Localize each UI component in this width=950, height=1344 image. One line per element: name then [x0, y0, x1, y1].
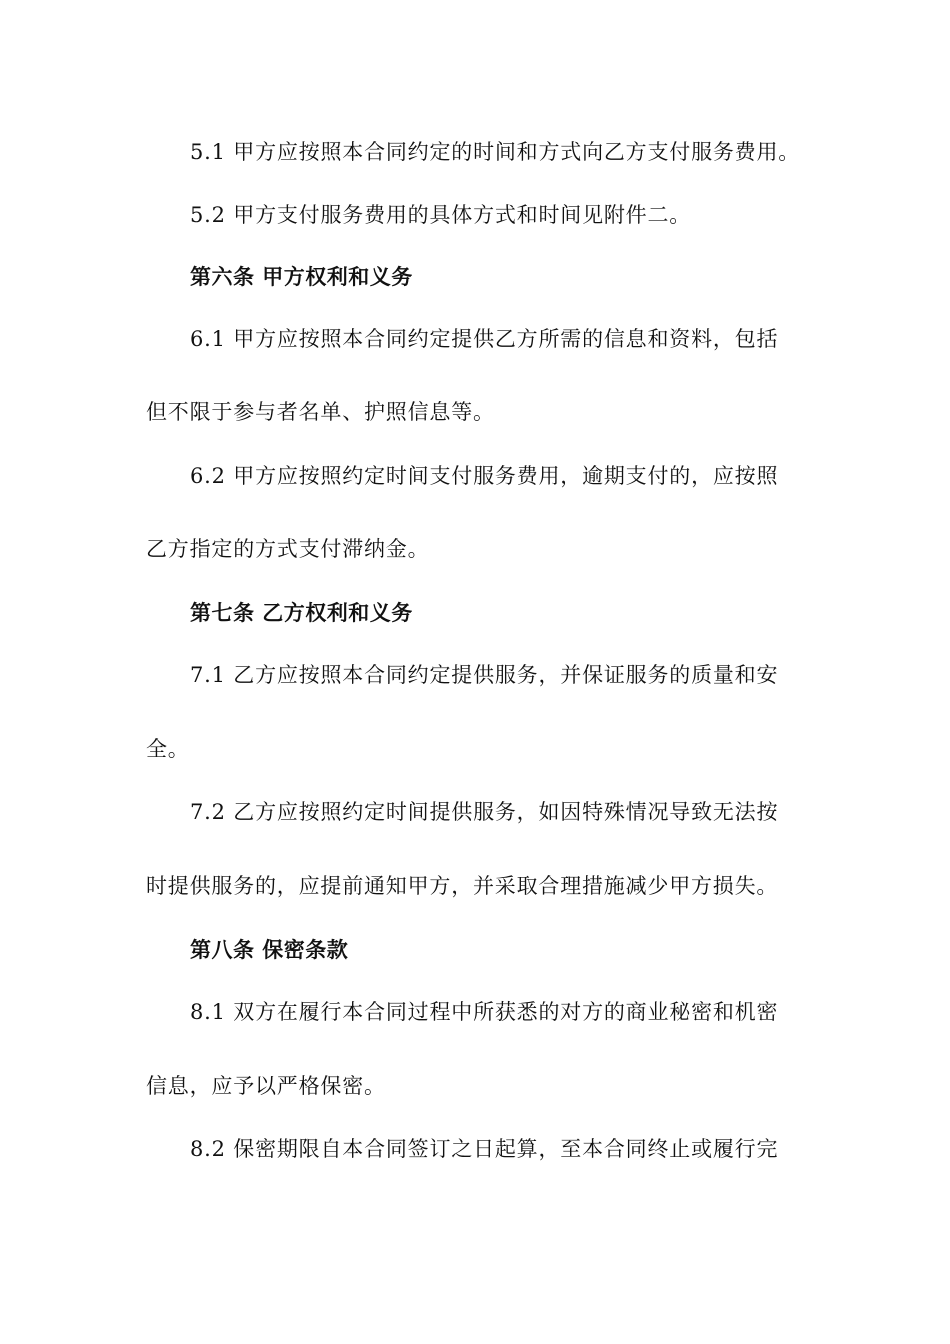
paragraph-6-1-line-1: 6.1 甲方应按照本合同约定提供乙方所需的信息和资料，包括: [190, 327, 779, 351]
paragraph-8-2-line-1: 8.2 保密期限自本合同签订之日起算，至本合同终止或履行完: [190, 1137, 779, 1161]
clause-7-heading: 第七条 乙方权利和义务: [190, 601, 413, 625]
clause-8-heading: 第八条 保密条款: [190, 938, 349, 962]
paragraph-6-1-line-2: 但不限于参与者名单、护照信息等。: [146, 400, 495, 424]
paragraph-7-1-line-1: 7.1 乙方应按照本合同约定提供服务，并保证服务的质量和安: [190, 663, 779, 687]
paragraph-6-2-line-1: 6.2 甲方应按照约定时间支付服务费用，逾期支付的，应按照: [190, 464, 779, 488]
clause-6-heading: 第六条 甲方权利和义务: [190, 265, 413, 289]
paragraph-8-1-line-2: 信息，应予以严格保密。: [146, 1074, 386, 1098]
paragraph-8-1-line-1: 8.1 双方在履行本合同过程中所获悉的对方的商业秘密和机密: [190, 1000, 779, 1024]
paragraph-7-2-line-2: 时提供服务的，应提前通知甲方，并采取合理措施减少甲方损失。: [146, 874, 779, 898]
paragraph-5-1: 5.1 甲方应按照本合同约定的时间和方式向乙方支付服务费用。: [190, 140, 801, 164]
paragraph-7-2-line-1: 7.2 乙方应按照约定时间提供服务，如因特殊情况导致无法按: [190, 800, 779, 824]
paragraph-7-1-line-2: 全。: [146, 737, 190, 761]
paragraph-5-2: 5.2 甲方支付服务费用的具体方式和时间见附件二。: [190, 203, 692, 227]
paragraph-6-2-line-2: 乙方指定的方式支付滞纳金。: [146, 537, 430, 561]
